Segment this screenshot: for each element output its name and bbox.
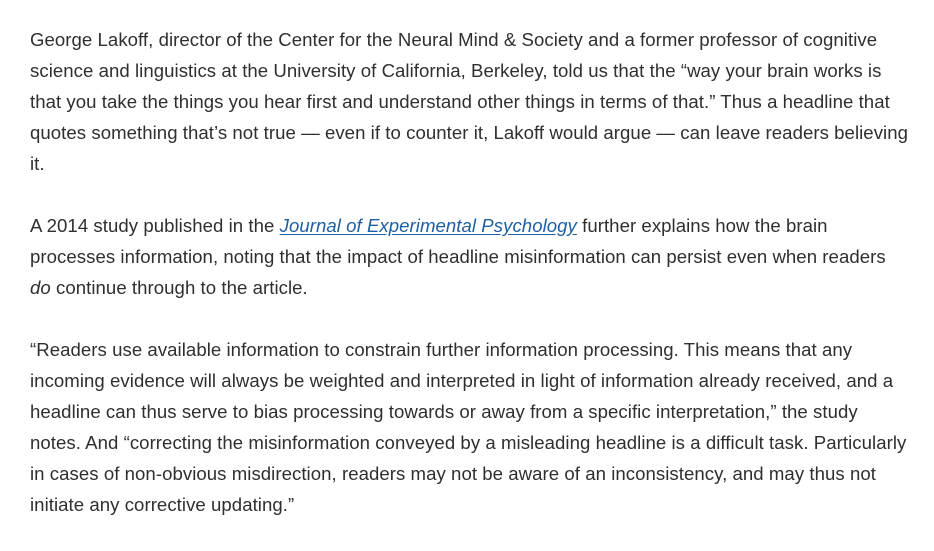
study-end-text: continue through to the article. (50, 277, 308, 298)
study-intro-text: A 2014 study published in the (30, 215, 280, 236)
emphasis-do: do (30, 277, 51, 298)
article-body (30, 24, 910, 551)
paragraph-study-quote: “Readers use available information to constrain further information processing. This means that any incoming evidence will always be weighted and interpreted in light of information already received, and a headline can thus serve to bias processing towards or away from a specific interpretation,” the study notes. And “correcting the misinformation conveyed by a misleading headline is a difficult task. Particularly in cases of non-obvious misdirection, readers may not be aware of an inconsistency, and may thus not initiate any corrective updating.” (30, 339, 907, 515)
journal-link[interactable]: Journal of Experimental Psychology (279, 215, 577, 236)
study-explanation-text: further explains how the brain processes information, noting that the impact of headline misinformation can persist even when readers (30, 215, 886, 267)
paragraph-lakoff-quote: George Lakoff, director of the Center for the Neural Mind & Society and a former professor of cognitive science and linguistics at the University of California, Berkeley, told us that the “way your brain works is that you take the things you hear first and understand other things in terms of that.” Thus a headline that quotes something that’s not true — even if to counter it, Lakoff would argue — can leave readers believing it. (30, 29, 909, 174)
paragraph-study-intro (30, 210, 910, 303)
